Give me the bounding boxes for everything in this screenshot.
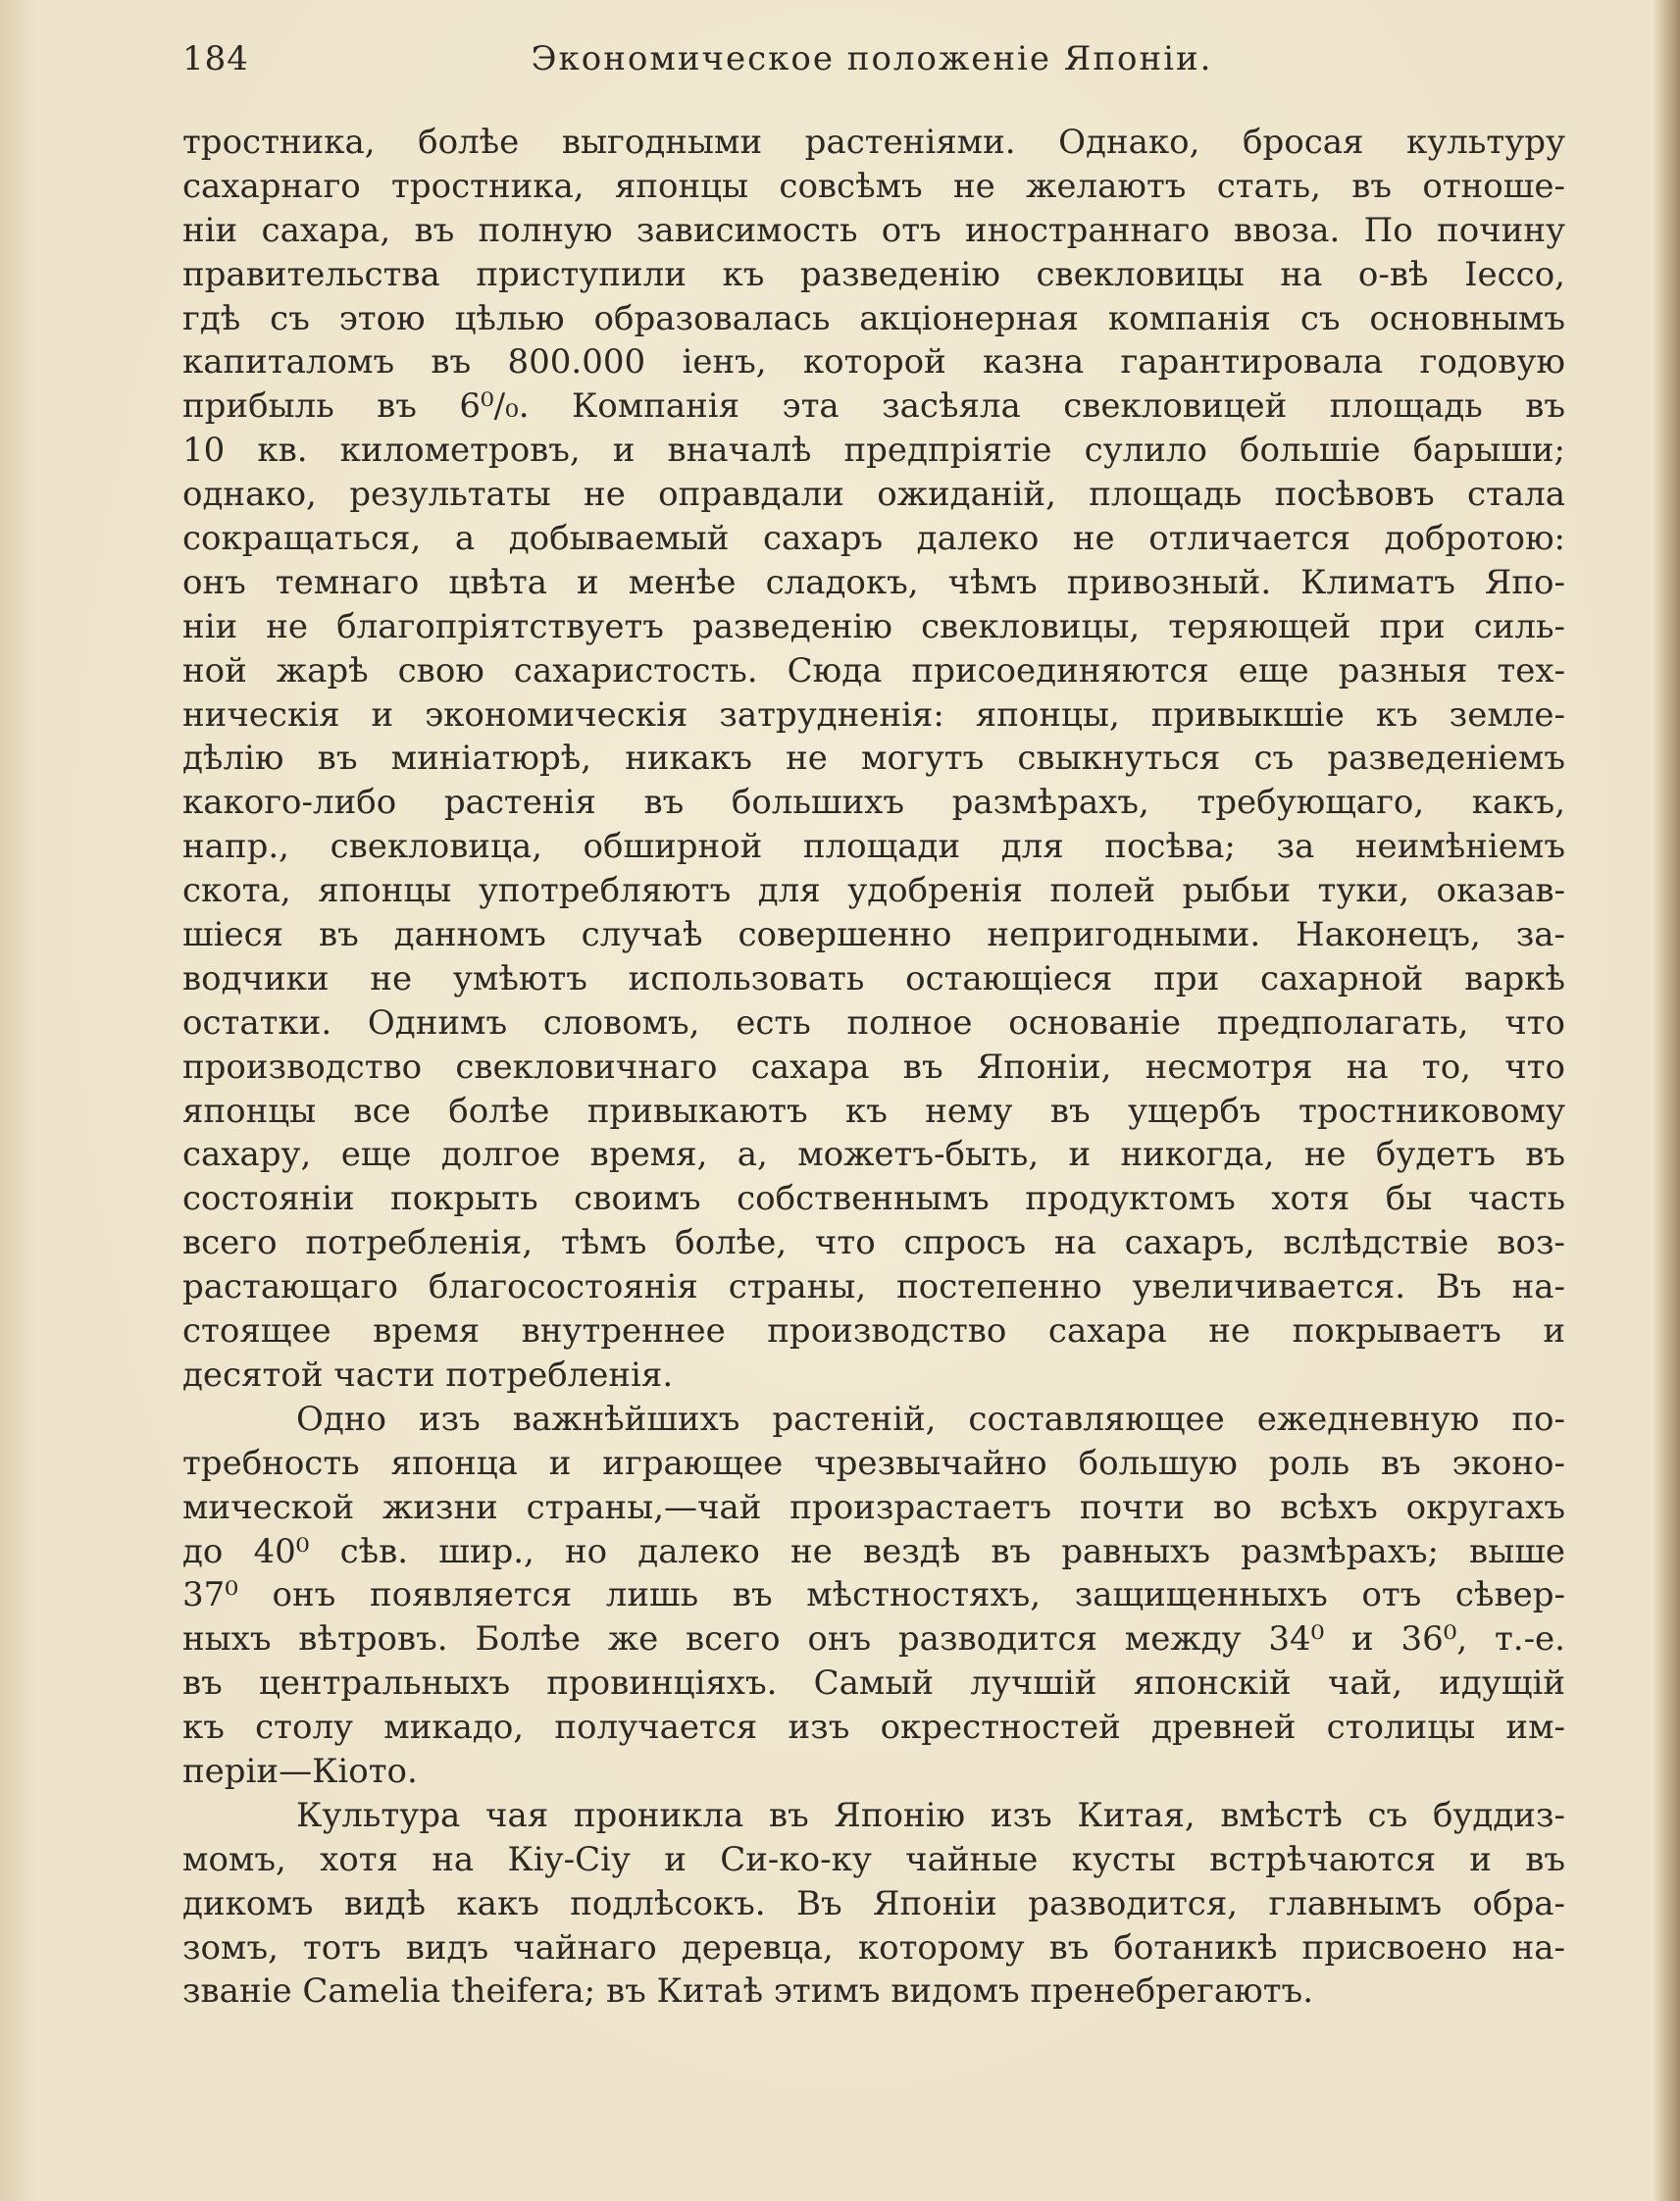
text-line: дѣлію въ миніатюрѣ, никакъ не могутъ свыкнуться съ разведеніемъ	[182, 739, 1565, 779]
text-line: японцы все болѣе привыкаютъ къ нему въ ущербъ тростниковому	[182, 1091, 1565, 1131]
page-number: 184	[182, 39, 249, 78]
text-line: растающаго благосостоянія страны, постепенно увеличивается. Въ на-	[182, 1267, 1565, 1307]
text-line: состояніи покрыть своимъ собственнымъ продуктомъ хотя бы часть	[182, 1179, 1565, 1219]
text-line: зомъ, тотъ видъ чайнаго деревца, которому въ ботаникѣ присвоено на-	[182, 1927, 1565, 1968]
text-line: мической жизни страны,—чай произрастаетъ почти во всѣхъ округахъ	[182, 1487, 1565, 1527]
text-line: стоящее время внутреннее производство сахара не покрываетъ и	[182, 1311, 1565, 1352]
text-line: до 40⁰ сѣв. шир., но далеко не вездѣ въ равныхъ размѣрахъ; выше	[182, 1531, 1565, 1571]
text-line: какого-либо растенія въ большихъ размѣрахъ, требующаго, какъ,	[182, 783, 1565, 823]
text-line: 37⁰ онъ появляется лишь въ мѣстностяхъ, защищенныхъ отъ сѣвер-	[182, 1575, 1565, 1615]
page-edge-shadow	[1653, 0, 1680, 2201]
text-line: прибыль въ 6⁰/₀. Компанія эта засѣяла свекловицей площадь въ	[182, 386, 1565, 427]
text-line: ническія и экономическія затрудненія: японцы, привыкшіе къ земле-	[182, 694, 1565, 735]
paragraph	[182, 121, 1565, 1398]
text-line: всего потребленія, тѣмъ болѣе, что спросъ на сахаръ, вслѣдствіе воз-	[182, 1223, 1565, 1263]
text-line: однако, результаты не оправдали ожиданій, площадь посѣвовъ стала	[182, 475, 1565, 515]
paragraph	[182, 1398, 1565, 1794]
text-line: дикомъ видѣ какъ подлѣсокъ. Въ Японіи разводится, главнымъ обра-	[182, 1883, 1565, 1923]
text-line: гдѣ съ этою цѣлью образовалась акціонерная компанія съ основнымъ	[182, 298, 1565, 338]
page-gutter-shade	[0, 0, 39, 2201]
running-title: Экономическое положеніе Японіи.	[531, 39, 1213, 78]
text-line: производство свекловичнаго сахара въ Японіи, несмотря на то, что	[182, 1047, 1565, 1087]
text-line: періи—Кіото.	[182, 1751, 418, 1791]
text-line: требность японца и играющее чрезвычайно большую роль въ эконо-	[182, 1443, 1565, 1483]
text-line: званіе Camelia theifera; въ Китаѣ этимъ видомъ пренебрегаютъ.	[182, 1971, 1313, 2012]
text-line: капиталомъ въ 800.000 іенъ, которой казна гарантировала годовую	[182, 342, 1565, 383]
text-line: сахарнаго тростника, японцы совсѣмъ не желаютъ стать, въ отноше-	[182, 166, 1565, 206]
page-header	[182, 39, 1561, 88]
paragraph	[182, 1794, 1565, 2014]
text-line: Одно изъ важнѣйшихъ растеній, составляющее ежедневную по-	[296, 1399, 1565, 1439]
text-line: ніи сахара, въ полную зависимость отъ иностраннаго ввоза. По почину	[182, 210, 1565, 250]
text-line: шіеся въ данномъ случаѣ совершенно непригодными. Наконецъ, за-	[182, 915, 1565, 955]
text-line: ніи не благопріятствуетъ разведенію свекловицы, теряющей при силь-	[182, 606, 1565, 646]
body-text	[182, 121, 1565, 2014]
text-line: онъ темнаго цвѣта и менѣе сладокъ, чѣмъ привозный. Климатъ Япо-	[182, 562, 1565, 602]
text-line: остатки. Однимъ словомъ, есть полное основаніе предполагать, что	[182, 1002, 1565, 1043]
text-line: правительства приступили къ разведенію свекловицы на о-вѣ Іессо,	[182, 254, 1565, 294]
text-line: ныхъ вѣтровъ. Болѣе же всего онъ разводится между 34⁰ и 36⁰, т.-е.	[182, 1619, 1565, 1660]
text-line: скота, японцы употребляютъ для удобренія полей рыбьи туки, оказав-	[182, 871, 1565, 911]
text-line: сахару, еще долгое время, а, можетъ-быть, и никогда, не будетъ въ	[182, 1135, 1565, 1175]
text-line: водчики не умѣютъ использовать остающіеся при сахарной варкѣ	[182, 958, 1565, 998]
text-line: 10 кв. километровъ, и вначалѣ предпріятіе сулило большіе барыши;	[182, 431, 1565, 471]
text-line: десятой части потребленія.	[182, 1355, 674, 1395]
text-line: сокращаться, а добываемый сахаръ далеко не отличается добротою:	[182, 519, 1565, 559]
text-line: ной жарѣ свою сахаристость. Сюда присоединяются еще разныя тех-	[182, 650, 1565, 691]
text-line: напр., свекловица, обширной площади для посѣва; за неимѣніемъ	[182, 827, 1565, 867]
text-line: къ столу микадо, получается изъ окрестностей древней столицы им-	[182, 1708, 1565, 1748]
text-line: момъ, хотя на Кіу-Сіу и Си-ко-ку чайные кусты встрѣчаются и въ	[182, 1839, 1565, 1879]
text-line: въ центральныхъ провинціяхъ. Самый лучшій японскій чай, идущій	[182, 1664, 1565, 1704]
text-line: тростника, болѣе выгодными растеніями. Однако, бросая культуру	[182, 123, 1565, 162]
text-line: Культура чая проникла въ Японію изъ Китая, вмѣстѣ съ буддиз-	[296, 1795, 1565, 1835]
